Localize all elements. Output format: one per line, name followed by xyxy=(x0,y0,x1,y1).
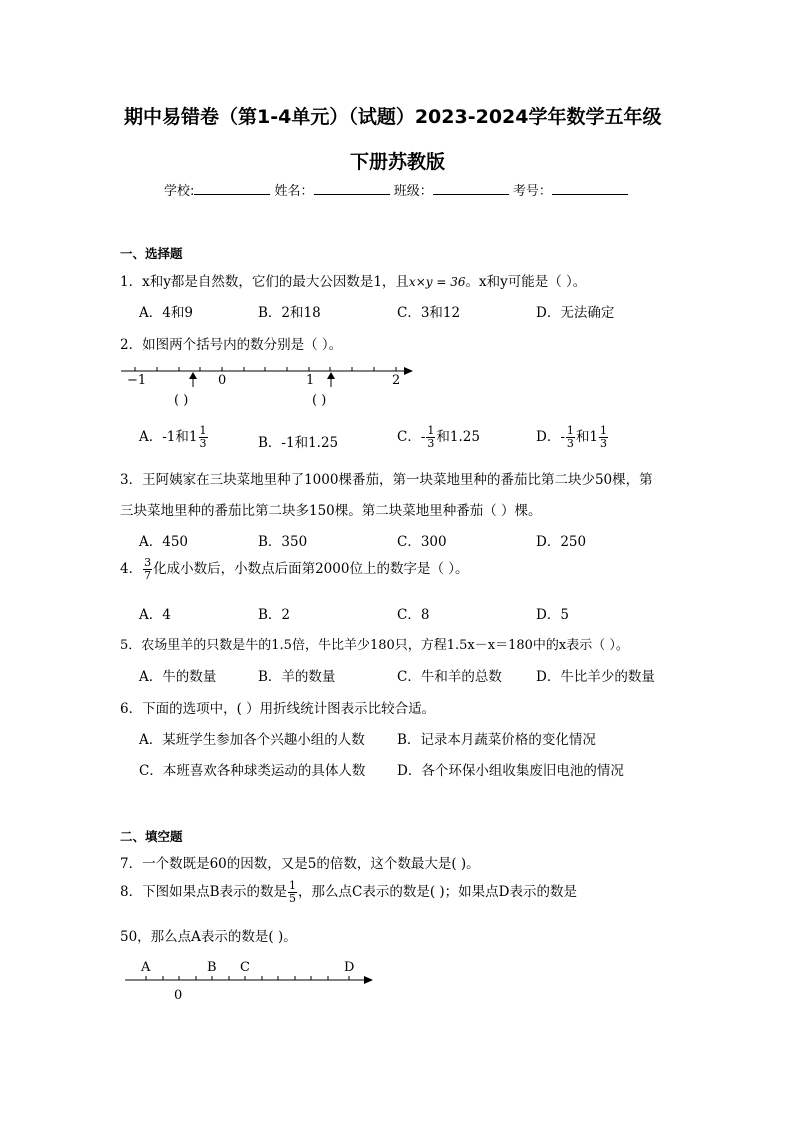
q2-option-c-prefix: C．- xyxy=(397,429,426,445)
name-label: 姓名： xyxy=(274,184,314,199)
class-blank[interactable] xyxy=(433,182,509,195)
q5-option-c[interactable]: C．牛和羊的总数 xyxy=(397,669,502,685)
q8-label-b: B xyxy=(207,960,217,975)
q8-fraction xyxy=(288,880,297,904)
q6-option-a[interactable]: A．某班学生参加各个兴趣小组的人数 xyxy=(139,732,365,748)
frac-den: 3 xyxy=(599,437,607,450)
frac-num: 1 xyxy=(566,424,574,438)
q2-option-d[interactable] xyxy=(536,425,609,450)
q1-formula: x×y = 36 xyxy=(408,275,466,289)
class-label: 班级： xyxy=(393,184,433,199)
q4-option-b[interactable]: B．2 xyxy=(258,607,291,623)
frac-num: 3 xyxy=(144,556,152,570)
q8-axis-arrow xyxy=(364,976,373,984)
q1-option-c[interactable]: C．3和12 xyxy=(397,305,461,321)
q1-option-d[interactable]: D．无法确定 xyxy=(536,305,615,321)
q8-label-zero: 0 xyxy=(174,988,183,1003)
q2-number-line xyxy=(115,360,425,412)
section-heading-choice: 一、选择题 xyxy=(120,246,183,261)
question-7-stem: 7．一个数既是60的因数，又是5的倍数，这个数最大是( )。 xyxy=(120,856,480,872)
frac-den: 3 xyxy=(566,437,574,450)
q2-axis-arrow xyxy=(404,367,413,375)
q5-option-a[interactable]: A．牛的数量 xyxy=(139,669,217,685)
q2-label-1: 1 xyxy=(306,373,315,388)
q8-number-line xyxy=(115,955,385,1007)
q1-option-b[interactable]: B．2和18 xyxy=(258,305,321,321)
q8-suffix: ，那么点C表示的数是( )；如果点D表示的数是 xyxy=(298,884,577,900)
q4-fraction xyxy=(143,557,152,581)
q8-label-d: D xyxy=(344,960,355,975)
q4-option-d[interactable]: D．5 xyxy=(536,607,569,623)
q3-option-d[interactable]: D．250 xyxy=(536,534,587,550)
q1-stem-end: 。x和y可能是（ ）。 xyxy=(465,274,587,290)
q3-option-c[interactable]: C．300 xyxy=(397,534,447,550)
q2-option-d-mid: 和1 xyxy=(575,429,598,445)
frac-num: 1 xyxy=(289,879,297,893)
q1-option-a[interactable]: A．4和9 xyxy=(139,305,193,321)
q2-option-a[interactable] xyxy=(139,425,209,450)
q3-option-b[interactable]: B．350 xyxy=(258,534,308,550)
q6-option-b[interactable]: B．记录本月蔬菜价格的变化情况 xyxy=(397,732,596,748)
exam-number-blank[interactable] xyxy=(552,182,628,195)
question-6-stem: 6．下面的选项中，( ）用折线统计图表示比较合适。 xyxy=(120,701,436,717)
name-blank[interactable] xyxy=(314,182,390,195)
frac-den: 7 xyxy=(144,569,152,582)
q8-label-c: C xyxy=(240,960,250,975)
school-label: 学校: xyxy=(164,184,195,199)
frac-num: 1 xyxy=(199,424,207,438)
q8-ticks xyxy=(146,976,349,980)
frac-den: 3 xyxy=(427,437,435,450)
q2-bracket-1: ( ) xyxy=(174,393,189,408)
q4-prefix: 4． xyxy=(120,561,143,577)
q2-option-d-fraction2 xyxy=(599,425,608,449)
q2-arrow-1-up-icon xyxy=(189,372,197,379)
student-info-row xyxy=(164,180,628,199)
q3-option-a[interactable]: A．450 xyxy=(139,534,189,550)
q2-option-a-text: A．-1和1 xyxy=(139,429,198,445)
q2-label-0: 0 xyxy=(218,373,227,388)
q2-label-2: 2 xyxy=(392,373,401,388)
school-blank[interactable] xyxy=(194,182,270,195)
q2-option-c-suffix: 和1.25 xyxy=(436,429,480,445)
q2-option-a-fraction xyxy=(199,425,208,449)
q2-ticks xyxy=(135,367,396,371)
q8-label-a: A xyxy=(141,960,151,975)
q1-stem-text: 1．x和y都是自然数，它们的最大公因数是1，且 xyxy=(120,274,409,290)
q2-option-b[interactable]: B．-1和1.25 xyxy=(258,435,339,451)
q8-prefix: 8．下图如果点B表示的数是 xyxy=(120,884,288,900)
q4-option-a[interactable]: A．4 xyxy=(139,607,171,623)
q4-option-c[interactable]: C．8 xyxy=(397,607,430,623)
page-title-line2: 下册苏教版 xyxy=(350,151,446,173)
q5-option-d[interactable]: D．牛比羊少的数量 xyxy=(536,669,655,685)
frac-num: 1 xyxy=(427,424,435,438)
frac-den: 5 xyxy=(289,892,297,905)
question-8-line1 xyxy=(120,880,577,905)
frac-num: 1 xyxy=(599,424,607,438)
question-2-stem: 2．如图两个括号内的数分别是（ ）。 xyxy=(120,337,343,353)
q6-option-d[interactable]: D．各个环保小组收集废旧电池的情况 xyxy=(397,763,624,779)
q6-option-c[interactable]: C．本班喜欢各种球类运动的具体人数 xyxy=(139,763,366,779)
question-3-line1: 3．王阿姨家在三块菜地里种了1000棵番茄，第一块菜地里种的番茄比第二块少50棵，第 xyxy=(120,472,653,488)
q2-label-neg1: −1 xyxy=(127,373,147,388)
question-3-line2: 三块菜地里种的番茄比第二块多150棵。第二块菜地里种番茄（ ）棵。 xyxy=(120,503,542,519)
q2-arrow-2-up-icon xyxy=(327,372,335,379)
q2-option-d-prefix: D．- xyxy=(536,429,565,445)
question-5-stem: 5．农场里羊的只数是牛的1.5倍，牛比羊少180只，方程1.5x－x＝180中的x表示（ ）。 xyxy=(120,638,629,653)
page-title-line1: 期中易错卷（第1-4单元）（试题）2023-2024学年数学五年级 xyxy=(124,106,662,128)
q4-stem-text: 化成小数后，小数点后面第2000位上的数字是（ ）。 xyxy=(153,561,469,577)
question-8-line2: 50，那么点A表示的数是( )。 xyxy=(120,929,297,945)
q2-option-c[interactable] xyxy=(397,425,480,450)
q2-option-d-fraction1 xyxy=(566,425,575,449)
q2-bracket-2: ( ) xyxy=(312,393,327,408)
section-heading-fill: 二、填空题 xyxy=(120,829,183,844)
question-4-stem xyxy=(120,557,469,582)
q2-option-c-fraction xyxy=(426,425,435,449)
exam-number-label: 考号： xyxy=(512,184,552,199)
frac-den: 3 xyxy=(199,437,207,450)
question-1-stem xyxy=(120,270,586,290)
q5-option-b[interactable]: B．羊的数量 xyxy=(258,669,336,685)
